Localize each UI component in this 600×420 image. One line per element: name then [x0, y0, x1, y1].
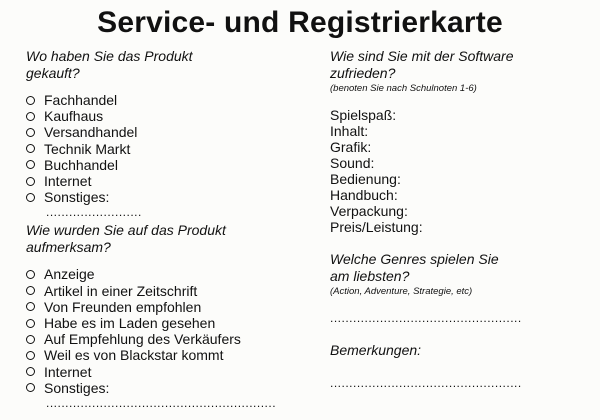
genres-fill-in-line[interactable]: .................................................. — [330, 311, 522, 325]
radio-circle-icon[interactable] — [26, 367, 35, 376]
question-text: aufmerksam? — [26, 239, 111, 256]
option-artikel[interactable]: Artikel in einer Zeitschrift — [26, 283, 316, 299]
option-laden[interactable]: Habe es im Laden gesehen — [26, 315, 316, 331]
question-note: (Action, Adventure, Strategie, etc) — [330, 286, 473, 297]
remarks-label: Bemerkungen: — [330, 342, 422, 358]
radio-circle-icon[interactable] — [26, 286, 35, 295]
awareness-options — [26, 266, 316, 409]
question-text: Wie wurden Sie auf das Produkt — [26, 222, 226, 239]
purchase-place-options — [26, 92, 316, 218]
left-column — [26, 48, 316, 409]
radio-circle-icon[interactable] — [26, 351, 35, 360]
question-text: Wie sind Sie mit der Software — [330, 48, 514, 64]
question-awareness — [26, 222, 316, 256]
radio-circle-icon[interactable] — [26, 319, 35, 328]
question-text: am liebsten? — [330, 268, 410, 284]
radio-circle-icon[interactable] — [26, 128, 35, 137]
option-fachhandel[interactable]: Fachhandel — [26, 92, 316, 108]
option-buchhandel[interactable]: Buchhandel — [26, 157, 316, 173]
question-note: (benoten Sie nach Schulnoten 1-6) — [330, 83, 477, 94]
rating-verpackung[interactable]: Verpackung: — [330, 203, 408, 219]
radio-circle-icon[interactable] — [26, 96, 35, 105]
radio-circle-icon[interactable] — [26, 193, 35, 202]
question-text: Wo haben Sie das Produkt — [26, 48, 193, 64]
option-kaufhaus[interactable]: Kaufhaus — [26, 108, 316, 124]
rating-inhalt[interactable]: Inhalt: — [330, 123, 369, 139]
radio-circle-icon[interactable] — [26, 270, 35, 279]
rating-handbuch[interactable]: Handbuch: — [330, 187, 398, 203]
question-text: gekauft? — [26, 65, 80, 81]
radio-circle-icon[interactable] — [26, 177, 35, 186]
option-internet[interactable]: Internet — [26, 173, 316, 189]
radio-circle-icon[interactable] — [26, 383, 35, 392]
radio-circle-icon[interactable] — [26, 335, 35, 344]
radio-circle-icon[interactable] — [26, 144, 35, 153]
option-blackstar[interactable]: Weil es von Blackstar kommt — [26, 347, 316, 363]
fill-in-line[interactable]: ............................................................ — [46, 396, 277, 411]
option-technik-markt[interactable]: Technik Markt — [26, 141, 316, 157]
rating-grafik[interactable]: Grafik: — [330, 139, 372, 155]
question-genres — [330, 251, 590, 298]
rating-sound[interactable]: Sound: — [330, 155, 375, 171]
question-satisfaction — [330, 48, 590, 95]
rating-spielspass[interactable]: Spielspaß: — [330, 107, 397, 123]
option-internet-2[interactable]: Internet — [26, 364, 316, 380]
option-sonstiges[interactable]: Sonstiges: — [26, 189, 316, 205]
option-sonstiges-2[interactable]: Sonstiges: — [26, 380, 316, 396]
question-purchase-place — [26, 48, 316, 82]
fill-in-line[interactable]: ......................... — [46, 205, 142, 220]
option-versandhandel[interactable]: Versandhandel — [26, 124, 316, 140]
radio-circle-icon[interactable] — [26, 302, 35, 311]
option-verkaeufer[interactable]: Auf Empfehlung des Verkäufers — [26, 331, 316, 347]
radio-circle-icon[interactable] — [26, 112, 35, 121]
rating-preis-leistung[interactable]: Preis/Leistung: — [330, 219, 423, 235]
option-freunde[interactable]: Von Freunden empfohlen — [26, 299, 316, 315]
page-title: Service- und Registrierkarte — [97, 6, 503, 39]
option-anzeige[interactable]: Anzeige — [26, 266, 316, 282]
right-column — [330, 48, 590, 389]
rating-bedienung[interactable]: Bedienung: — [330, 171, 401, 187]
rating-list — [330, 107, 590, 235]
radio-circle-icon[interactable] — [26, 160, 35, 169]
question-text: zufrieden? — [330, 65, 396, 81]
question-text: Welche Genres spielen Sie — [330, 251, 499, 267]
remarks-fill-in-line[interactable]: .................................................. — [330, 376, 522, 390]
